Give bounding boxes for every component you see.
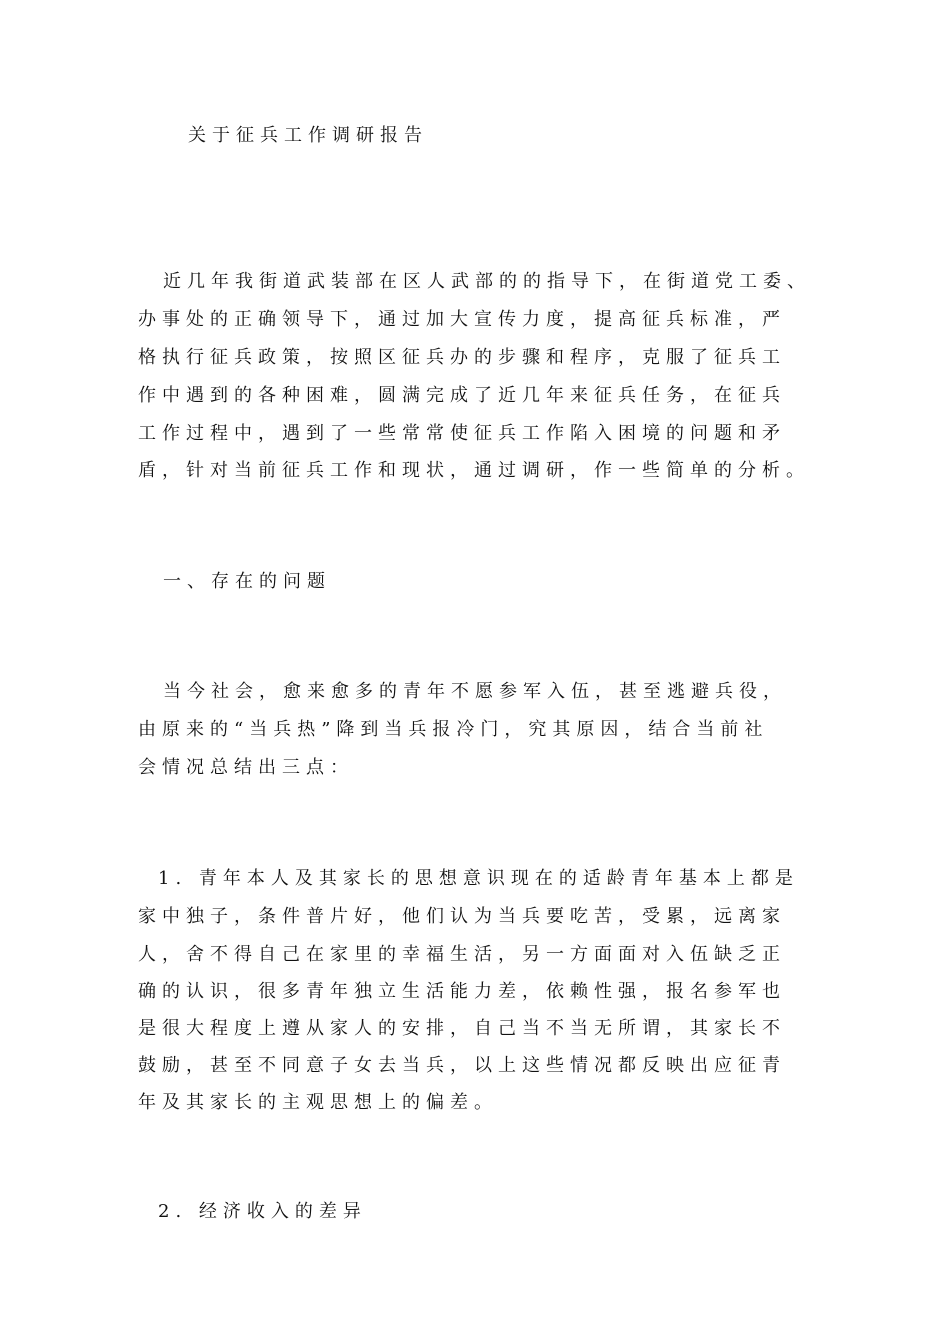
intro-line-3: 格执行征兵政策，按照区征兵办的步骤和程序，克服了征兵工	[138, 347, 786, 368]
intro-line-2: 办事处的正确领导下，通过加大宣传力度，提高征兵标准，严	[138, 309, 786, 330]
point-1-line-3: 人，舍不得自己在家里的幸福生活，另一方面面对入伍缺乏正	[138, 944, 786, 965]
section-1-heading: 一、存在的问题	[163, 571, 331, 592]
point-2-heading: 2. 经济收入的差异	[158, 1201, 367, 1222]
intro-line-1: 近几年我街道武装部在区人武部的的指导下，在街道党工委、	[163, 271, 811, 292]
intro-line-6: 盾，针对当前征兵工作和现状，通过调研，作一些简单的分析。	[138, 460, 810, 481]
section-1-line-2: 由原来的“当兵热”降到当兵报冷门，究其原因，结合当前社	[138, 719, 769, 740]
section-1-line-3: 会情况总结出三点：	[138, 757, 354, 778]
intro-line-5: 工作过程中，遇到了一些常常使征兵工作陷入困境的问题和矛	[138, 423, 786, 444]
point-1-line-5: 是很大程度上遵从家人的安排，自己当不当无所谓，其家长不	[138, 1018, 786, 1039]
section-1-line-1: 当今社会，愈来愈多的青年不愿参军入伍，甚至逃避兵役，	[163, 681, 787, 702]
point-1-line-7: 年及其家长的主观思想上的偏差。	[138, 1092, 498, 1113]
document-title: 关于征兵工作调研报告	[188, 125, 428, 146]
point-1-line-6: 鼓励，甚至不同意子女去当兵，以上这些情况都反映出应征青	[138, 1055, 786, 1076]
intro-line-4: 作中遇到的各种困难，圆满完成了近几年来征兵任务，在征兵	[138, 385, 786, 406]
point-1-line-2: 家中独子，条件普片好，他们认为当兵要吃苦，受累，远离家	[138, 906, 786, 927]
point-1-line-4: 确的认识，很多青年独立生活能力差，依赖性强，报名参军也	[138, 981, 786, 1002]
point-1-line-1: 1. 青年本人及其家长的思想意识现在的适龄青年基本上都是	[158, 868, 799, 889]
